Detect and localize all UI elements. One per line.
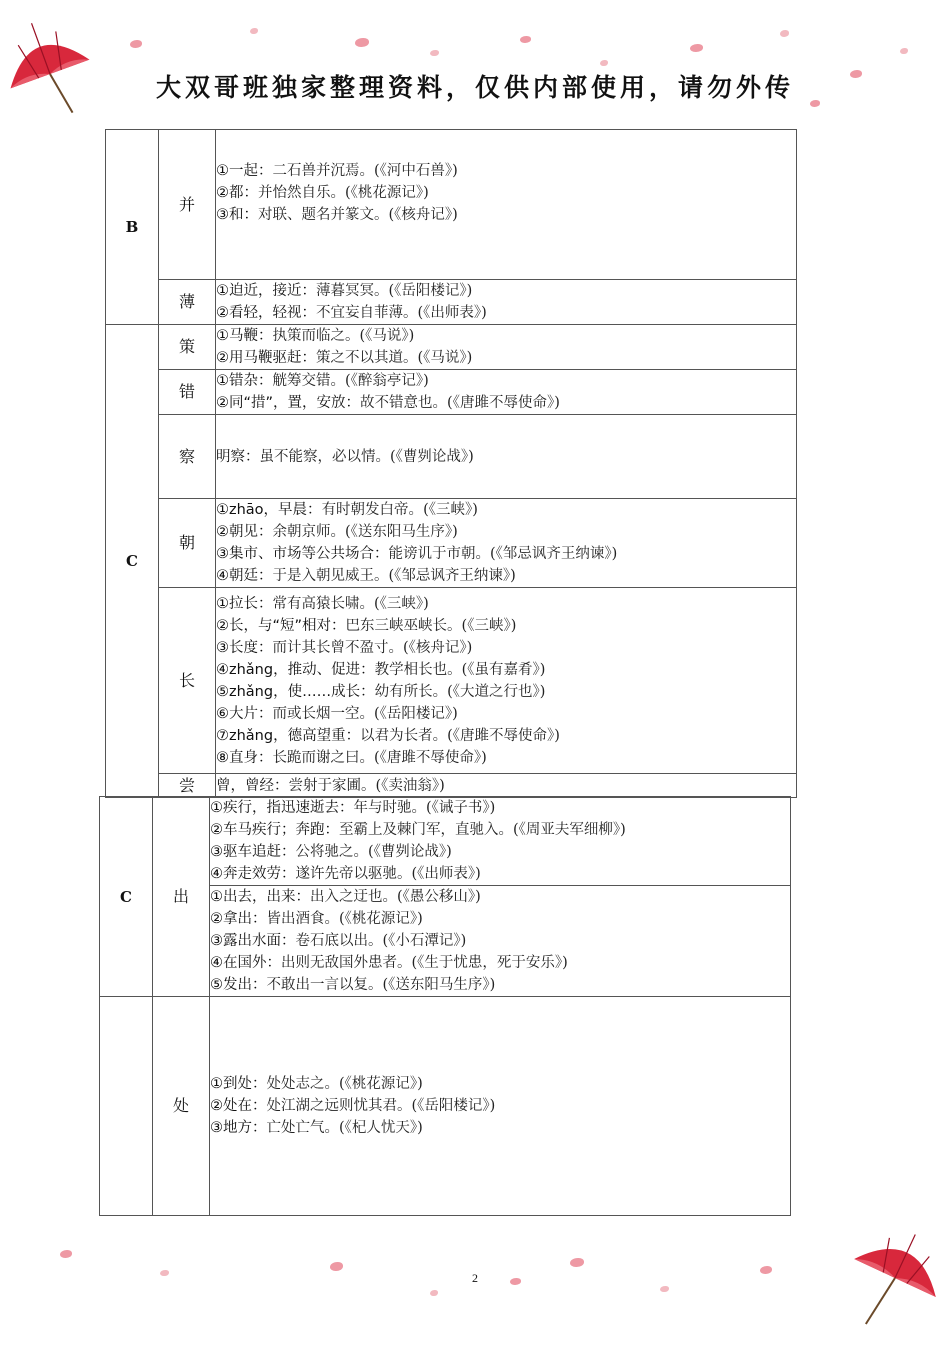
petal-decoration <box>60 1250 72 1258</box>
headword-cell: 朝 <box>159 499 216 588</box>
definitions-cell <box>210 997 791 1216</box>
headword-cell: 策 <box>159 325 216 370</box>
table-row <box>106 588 797 774</box>
headword-cell: 察 <box>159 415 216 499</box>
definition-line: ②朝见：余朝京师。(《送东阳马生序》) <box>216 524 458 540</box>
definitions-cell <box>210 797 791 886</box>
headword-cell: 尝 <box>159 774 216 798</box>
table-row <box>106 499 797 588</box>
definition-line: ④奔走效劳：遂许先帝以驱驰。(《出师表》) <box>210 866 481 882</box>
letter-cell-empty <box>100 997 153 1216</box>
definitions-cell <box>216 774 797 798</box>
petal-decoration <box>355 38 369 47</box>
table-row <box>106 280 797 325</box>
petal-decoration <box>250 28 258 34</box>
definition-line: 曾，曾经：尝射于家圃。(《卖油翁》) <box>216 777 445 794</box>
definition-line: ②长，与“短”相对：巴东三峡巫峡长。(《三峡》) <box>216 617 517 634</box>
petal-decoration <box>690 44 703 52</box>
headword-cell: 长 <box>159 588 216 774</box>
definition-line: ①拉长：常有高猿长啸。(《三峡》) <box>216 595 429 612</box>
definition-line: ③地方：亡处亡气。(《杞人忧天》) <box>210 1120 423 1136</box>
table-row <box>100 997 791 1216</box>
definition-line: ②看轻，轻视：不宜妄自菲薄。(《出师表》) <box>216 305 487 321</box>
definition-line: ②都：并怡然自乐。(《桃花源记》) <box>216 185 429 201</box>
definition-line: ②车马疾行；奔跑：至霸上及棘门军，直驰入。(《周亚夫军细柳》) <box>210 822 626 838</box>
headword-cell: 错 <box>159 370 216 415</box>
definitions-cell <box>216 130 797 280</box>
vocab-table-1 <box>105 129 797 798</box>
definition-line: ②用马鞭驱赶：策之不以其道。(《马说》) <box>216 350 473 366</box>
definition-line: ⑧直身：长跪而谢之曰。(《唐雎不辱使命》) <box>216 749 487 766</box>
petal-decoration <box>780 30 789 37</box>
page-number: 2 <box>472 1271 478 1285</box>
definition-line: ④朝廷：于是入朝见威王。(《邹忌讽齐王纳谏》) <box>216 568 516 584</box>
petal-decoration <box>520 36 531 43</box>
table-row <box>106 130 797 280</box>
petal-decoration <box>660 1286 669 1292</box>
definitions-cell <box>216 325 797 370</box>
definition-line: ①错杂：觥筹交错。(《醉翁亭记》) <box>216 373 429 389</box>
definition-line: 明察：虽不能察，必以情。(《曹刿论战》) <box>216 448 474 465</box>
definition-line: ①zhāo，早晨：有时朝发白帝。(《三峡》) <box>216 502 478 518</box>
table-row <box>106 325 797 370</box>
definitions-cell <box>216 370 797 415</box>
letter-cell: C <box>100 797 153 997</box>
definition-line: ③集市、市场等公共场合：能谤讥于市朝。(《邹忌讽齐王纳谏》) <box>216 546 618 562</box>
definitions-cell <box>216 499 797 588</box>
petal-decoration <box>570 1258 584 1267</box>
definition-line: ①一起：二石兽并沉焉。(《河中石兽》) <box>216 163 458 179</box>
petal-decoration <box>900 48 908 54</box>
definitions-cell <box>210 886 791 997</box>
definition-line: ①马鞭：执策而临之。(《马说》) <box>216 328 415 344</box>
definition-line: ①到处：处处志之。(《桃花源记》) <box>210 1076 423 1092</box>
definition-line: ②同“措”，置，安放：故不错意也。(《唐雎不辱使命》) <box>216 395 560 411</box>
definition-line: ④在国外：出则无敌国外患者。(《生于忧患，死于安乐》) <box>210 955 568 971</box>
petal-decoration <box>430 1290 438 1296</box>
headword-cell: 出 <box>153 797 210 997</box>
page-title: 大双哥班独家整理资料，仅供内部使用，请勿外传 <box>155 73 794 102</box>
vocab-table-2 <box>99 796 791 1216</box>
definitions-cell <box>216 415 797 499</box>
headword-cell: 薄 <box>159 280 216 325</box>
letter-cell: C <box>106 325 159 798</box>
definition-line: ⑤发出：不敢出一言以复。(《送东阳马生序》) <box>210 977 496 993</box>
definition-line: ①出去，出来：出入之迂也。(《愚公移山》) <box>210 889 481 905</box>
definition-line: ③驱车追赶：公将驰之。(《曹刿论战》) <box>210 844 452 860</box>
definition-line: ②拿出：皆出酒食。(《桃花源记》) <box>210 911 423 927</box>
petal-decoration <box>330 1262 343 1271</box>
table-row <box>106 774 797 798</box>
table-row <box>100 797 791 886</box>
petal-decoration <box>600 60 608 66</box>
definition-line: ①疾行，指迅速逝去：年与时驰。(《诫子书》) <box>210 800 496 816</box>
definitions-cell <box>216 280 797 325</box>
table-row <box>106 370 797 415</box>
definition-line: ⑥大片：而或长烟一空。(《岳阳楼记》) <box>216 705 458 722</box>
definition-line: ③长度：而计其长曾不盈寸。(《核舟记》) <box>216 639 473 656</box>
letter-cell: B <box>106 130 159 325</box>
petal-decoration <box>430 50 439 56</box>
headword-cell: 并 <box>159 130 216 280</box>
petal-decoration <box>130 40 142 48</box>
definitions-cell <box>216 588 797 774</box>
definition-line: ④zhǎng，推动、促进：教学相长也。(《虽有嘉肴》) <box>216 661 546 678</box>
definition-line: ③和：对联、题名并篆文。(《核舟记》) <box>216 207 458 223</box>
definition-line: ①迫近，接近：薄暮冥冥。(《岳阳楼记》) <box>216 283 473 299</box>
definition-line: ⑦zhǎng，德高望重：以君为长者。(《唐雎不辱使命》) <box>216 727 560 744</box>
definition-line: ⑤zhǎng，使……成长：幼有所长。(《大道之行也》) <box>216 683 546 700</box>
definition-line: ②处在：处江湖之远则忧其君。(《岳阳楼记》) <box>210 1098 496 1114</box>
definition-line: ③露出水面：卷石底以出。(《小石潭记》) <box>210 933 467 949</box>
table-row <box>106 415 797 499</box>
headword-cell: 处 <box>153 997 210 1216</box>
